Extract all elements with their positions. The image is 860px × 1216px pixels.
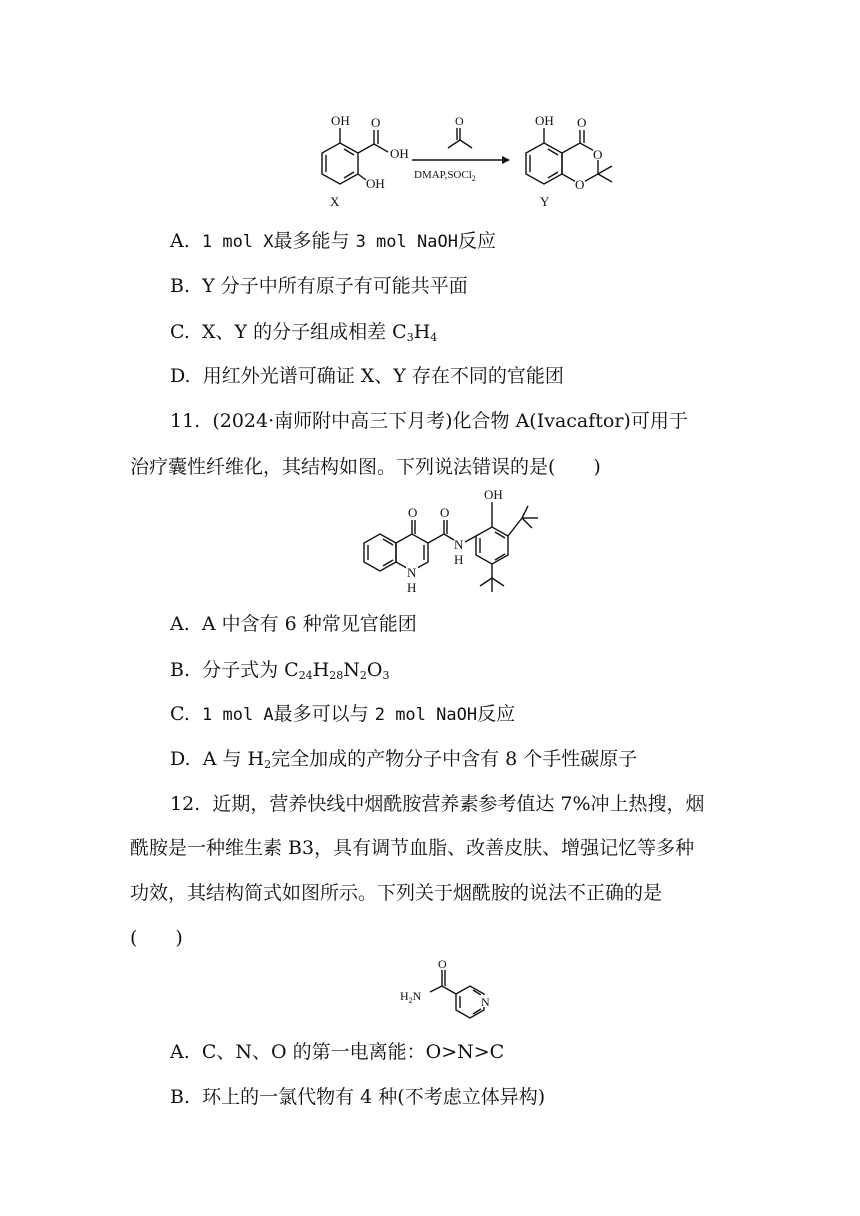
x-carbonyl-o: O (371, 115, 381, 130)
ivacaftor-amide-h: H (454, 552, 464, 567)
q11-option-a: A. A 中含有 6 种常见官能团 (170, 613, 417, 635)
q12-stem-line4: ( ) (130, 927, 183, 949)
nicotinamide-structure-figure (398, 958, 508, 1028)
ivacaftor-ring-h: H (407, 580, 417, 595)
ivacaftor-structure-figure (352, 482, 552, 600)
y-oh: OH (535, 113, 554, 128)
ivacaftor-amide-o: O (440, 505, 450, 520)
nicotinamide-o: O (438, 958, 447, 971)
q10-option-c: C. X、Y 的分子组成相差 $C_3H_4$ (170, 321, 438, 344)
ivacaftor-ketone-o: O (408, 505, 418, 520)
question-number: 12. (170, 793, 201, 815)
q12-stem-line3: 功效，其结构简式如图所示。下列关于烟酰胺的说法不正确的是 (130, 882, 663, 904)
ivacaftor-amide-n: N (454, 537, 464, 552)
q11-stem-line1: 11. (2024·南师附中高三下月考)化合物 A(Ivacaftor)可用于 (170, 410, 688, 432)
x-label: X (330, 194, 340, 209)
q12-stem-line2: 酰胺是一种维生素 B3，具有调节血脂、改善皮肤、增强记忆等多种 (130, 837, 695, 859)
reaction-scheme-figure (300, 108, 630, 213)
q12-stem-line1: 12. 近期，营养快线中烟酰胺营养素参考值达 7%冲上热搜，烟 (170, 793, 705, 815)
y-ring-o1: O (593, 147, 603, 162)
nicotinamide-h2n: $H_2N$ (400, 989, 422, 1005)
q11-option-d: D. A 与 $H_2$完全加成的产物分子中含有 8 个手性碳原子 (170, 748, 638, 771)
y-ring-o2: O (575, 177, 585, 192)
reagent-conditions: DMAP,SOCl$_2$ (414, 169, 476, 183)
q12-option-b: B. 环上的一氯代物有 4 种(不考虑立体异构) (170, 1086, 546, 1108)
q10-option-d: D. 用红外光谱可确证 X、Y 存在不同的官能团 (170, 365, 564, 387)
ivacaftor-oh: OH (484, 487, 503, 502)
x-oh-top: OH (331, 113, 350, 128)
reagent-acetone-o: O (455, 114, 464, 128)
x-acid-oh: OH (390, 146, 409, 161)
ivacaftor-ring-n: N (407, 565, 417, 580)
nicotinamide-ring-n: N (481, 995, 490, 1009)
y-label: Y (540, 194, 550, 209)
question-number: 11. (170, 410, 201, 432)
q12-option-a: A. C、N、O 的第一电离能：O>N>C (170, 1041, 505, 1063)
q11-stem-line2: 治疗囊性纤维化，其结构如图。下列说法错误的是( ) (130, 456, 601, 478)
q10-option-a: A. 1 mol X最多能与 3 mol NaOH反应 (170, 230, 496, 252)
q11-option-b: B. 分子式为 $C_{24}H_{28}N_2O_3$ (170, 659, 390, 682)
option-label: A. (170, 230, 190, 252)
q10-option-b: B. Y 分子中所有原子有可能共平面 (170, 275, 468, 297)
y-carbonyl-o: O (577, 115, 587, 130)
q11-option-c: C. 1 mol A最多可以与 2 mol NaOH反应 (170, 703, 516, 725)
x-oh-bottom: OH (366, 176, 385, 191)
